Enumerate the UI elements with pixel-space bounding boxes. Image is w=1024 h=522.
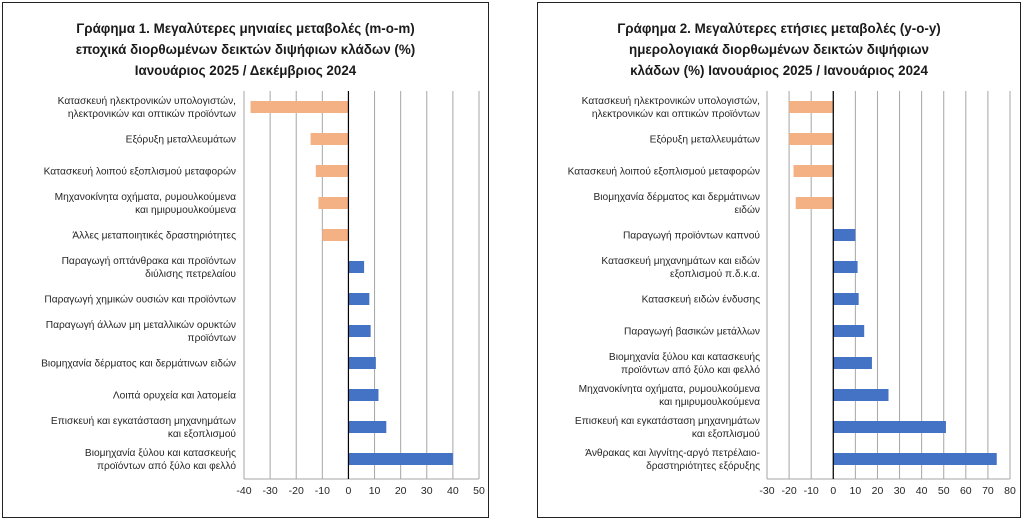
bar-1 — [316, 165, 349, 177]
category-label-2 — [582, 95, 760, 120]
x-tick-label-2: 0 — [830, 485, 837, 497]
x-tick-label-2: -10 — [803, 485, 819, 497]
category-label-line: Παραγωγή προϊόντων καπνού — [622, 230, 760, 242]
category-label-1 — [51, 415, 237, 440]
bar-1 — [322, 229, 348, 241]
chart-title-2-line: κλάδων (%) Ιανουάριος 2025 / Ιανουάριος 2024 — [630, 63, 928, 78]
category-label-2 — [642, 294, 761, 306]
x-tick-label-2: 30 — [893, 485, 906, 497]
bar-2 — [794, 165, 834, 177]
category-label-2 — [609, 351, 760, 376]
category-label-line: προϊόντων από ξύλο και φελλό — [96, 461, 236, 472]
category-label-line: ηλεκτρονικών και οπτικών προϊόντων — [67, 109, 236, 120]
category-label-1 — [46, 319, 236, 344]
category-label-2 — [623, 230, 760, 242]
bar-2 — [833, 325, 864, 337]
chart-title-1-line: εποχικά διορθωμένων δεικτών διψήφιων κλάδων (%) — [75, 42, 416, 57]
x-tick-label-2: -20 — [781, 485, 797, 497]
category-label-line: Εξόρυξη μεταλλευμάτων — [125, 134, 236, 146]
x-tick-label-1: 20 — [394, 485, 407, 497]
bar-2 — [833, 357, 872, 369]
category-label-line: Άνθρακας και λιγνίτης-αργό πετρέλαιο- — [585, 448, 760, 459]
x-tick-label-2: 10 — [849, 485, 862, 497]
bar-1 — [348, 357, 375, 369]
x-tick-label-1: 10 — [368, 485, 381, 497]
x-tick-label-2: 40 — [915, 485, 928, 497]
x-tick-label-1: 50 — [473, 485, 485, 497]
category-label-line: και εξοπλισμού — [691, 429, 760, 440]
category-label-2 — [624, 326, 760, 338]
category-label-line: Επισκευή και εγκατάσταση μηχανημάτων — [50, 416, 236, 427]
category-label-line: Παραγωγή βασικών μετάλλων — [624, 326, 760, 338]
category-label-line: Λοιπά ορυχεία και λατομεία — [112, 390, 236, 402]
category-label-line: Βιομηχανία δέρματος και δερμάτινων — [593, 192, 760, 203]
category-label-line: και ημιρυμουλκούμενα — [135, 205, 236, 216]
category-label-2 — [593, 191, 760, 216]
chart-title-2-line: ημερολογιακά διορθωμένων δεικτών διψήφιων — [629, 42, 929, 57]
category-label-2 — [568, 166, 760, 178]
chart-title-2-line: Γράφημα 2. Μεγαλύτερες ετήσιες μεταβολές (y-o-y) — [617, 21, 941, 36]
category-label-2 — [650, 134, 760, 146]
x-tick-label-2: 80 — [1004, 485, 1016, 497]
category-label-1 — [55, 191, 236, 216]
bar-1 — [348, 453, 452, 465]
x-tick-label-1: -10 — [314, 485, 330, 497]
bar-1 — [318, 197, 348, 209]
bar-1 — [251, 101, 349, 113]
category-label-line: Βιομηχανία ξύλου και κατασκευής — [84, 448, 236, 459]
x-tick-label-2: 60 — [959, 485, 972, 497]
x-tick-label-2: 70 — [982, 485, 994, 497]
category-label-2 — [575, 415, 761, 440]
category-label-1 — [126, 134, 236, 146]
bar-1 — [348, 421, 386, 433]
category-label-line: Κατασκευή λοιπού εξοπλισμού μεταφορών — [567, 166, 760, 178]
bar-2 — [789, 101, 833, 113]
bar-1 — [348, 389, 378, 401]
bar-1 — [348, 325, 370, 337]
category-label-line: Κατασκευή ηλεκτρονικών υπολογιστών, — [57, 96, 236, 107]
category-label-1 — [41, 358, 236, 370]
bar-1 — [348, 261, 364, 273]
category-label-line: Εξόρυξη μεταλλευμάτων — [649, 134, 760, 146]
x-tick-label-1: 0 — [345, 485, 352, 497]
category-label-line: ειδών — [734, 205, 760, 216]
x-tick-label-1: 40 — [447, 485, 459, 497]
category-label-line: Παραγωγή οπτάνθρακα και προϊόντων — [61, 256, 236, 267]
category-label-line: Μηχανοκίνητα οχήματα, ρυμουλκούμενα — [578, 384, 760, 395]
category-label-line: Κατασκευή ηλεκτρονικών υπολογιστών, — [581, 96, 760, 107]
chart-title-1-line: Ιανουάριος 2025 / Δεκέμβριος 2024 — [134, 63, 357, 78]
x-tick-label-2: 20 — [871, 485, 884, 497]
category-label-line: διύλισης πετρελαίου — [145, 269, 236, 280]
category-label-2 — [579, 383, 760, 408]
x-tick-label-2: 50 — [937, 485, 950, 497]
x-tick-label-1: 30 — [420, 485, 433, 497]
category-label-1 — [44, 294, 236, 306]
x-tick-label-2: -30 — [759, 485, 775, 497]
category-label-line: και ημιρυμουλκούμενα — [659, 397, 760, 408]
bar-2 — [833, 421, 946, 433]
category-label-line: Βιομηχανία ξύλου και κατασκευής — [608, 352, 760, 363]
x-tick-label-1: -20 — [288, 485, 304, 497]
bar-2 — [833, 229, 855, 241]
category-label-2 — [601, 255, 760, 280]
x-tick-label-1: -40 — [236, 485, 252, 497]
x-tick-label-1: -30 — [262, 485, 278, 497]
category-label-line: Μηχανοκίνητα οχήματα, ρυμουλκούμενα — [54, 192, 236, 203]
category-label-line: Επισκευή και εγκατάσταση μηχανημάτων — [574, 416, 760, 427]
category-label-line: και εξοπλισμού — [167, 429, 236, 440]
category-label-1 — [72, 230, 236, 242]
category-label-line: Κατασκευή λοιπού εξοπλισμού μεταφορών — [43, 166, 236, 178]
category-label-line: δραστηριότητες εξόρυξης — [646, 461, 760, 472]
category-label-line: προϊόντων — [187, 333, 236, 344]
category-label-line: Κατασκευή ειδών ένδυσης — [641, 294, 760, 306]
bar-1 — [348, 293, 369, 305]
bar-2 — [833, 453, 996, 465]
bar-2 — [796, 197, 834, 209]
category-label-line: Κατασκευή μηχανημάτων και ειδών — [601, 256, 760, 267]
category-label-1 — [113, 390, 236, 402]
bar-2 — [833, 293, 858, 305]
category-label-line: Άλλες μεταποιητικές δραστηριότητες — [72, 230, 236, 242]
bar-2 — [833, 389, 888, 401]
chart-title-1-line: Γράφημα 1. Μεγαλύτερες μηνιαίες μεταβολές (m-o-m) — [76, 21, 415, 36]
category-label-1 — [44, 166, 236, 178]
category-label-line: Βιομηχανία δέρματος και δερμάτινων ειδών — [41, 358, 236, 370]
category-label-1 — [85, 447, 236, 472]
category-label-line: προϊόντων από ξύλο και φελλό — [620, 365, 760, 376]
bar-1 — [311, 133, 349, 145]
bar-2 — [833, 261, 857, 273]
bar-2 — [789, 133, 833, 145]
category-label-line: Παραγωγή χημικών ουσιών και προϊόντων — [44, 294, 236, 306]
category-label-1 — [58, 95, 236, 120]
category-label-1 — [62, 255, 237, 280]
category-label-line: εξοπλισμού π.δ.κ.α. — [670, 269, 760, 280]
category-label-line: ηλεκτρονικών και οπτικών προϊόντων — [591, 109, 760, 120]
category-label-2 — [585, 447, 760, 472]
category-label-line: Παραγωγή άλλων μη μεταλλικών ορυκτών — [45, 320, 236, 331]
